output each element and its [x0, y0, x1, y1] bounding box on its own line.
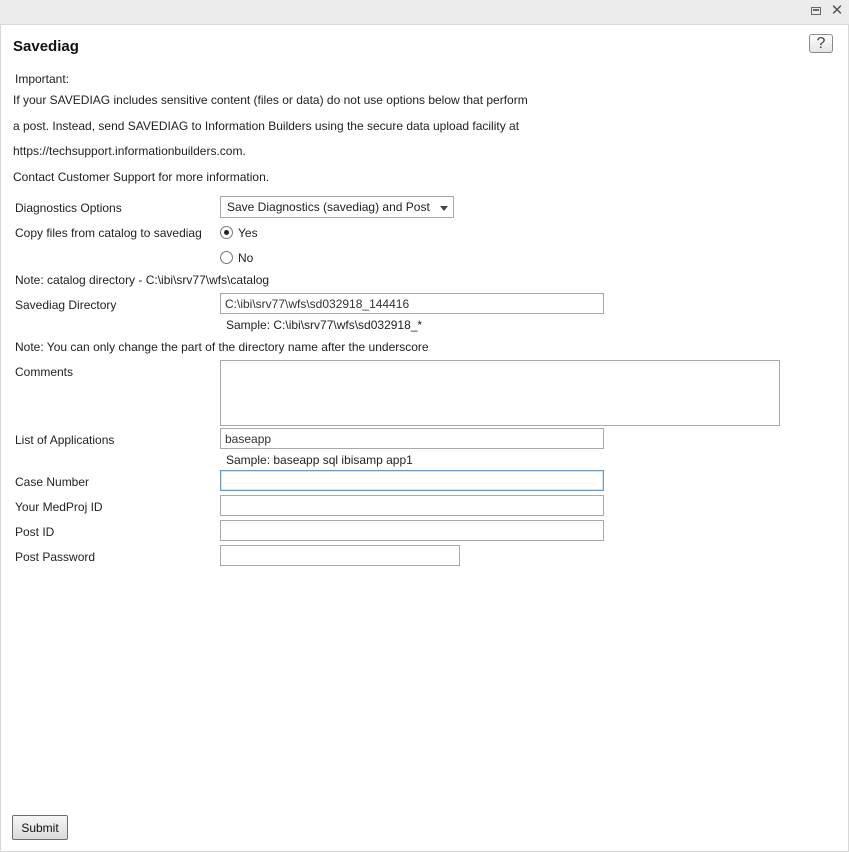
help-button[interactable]: ?	[809, 34, 833, 53]
important-text-line-3: https://techsupport.informationbuilders.com.	[13, 144, 246, 158]
comments-textarea[interactable]	[220, 360, 780, 426]
page-title: Savediag	[13, 38, 79, 55]
important-text-line-2: a post. Instead, send SAVEDIAG to Information Builders using the secure data upload facility at	[13, 119, 520, 133]
diagnostics-options-value: Save Diagnostics (savediag) and Post	[227, 200, 430, 214]
post-id-label: Post ID	[15, 525, 55, 539]
diagnostics-options-label: Diagnostics Options	[15, 201, 122, 215]
applications-label: List of Applications	[15, 433, 115, 447]
copy-no-label: No	[238, 251, 254, 265]
post-password-label: Post Password	[15, 550, 96, 564]
case-number-label: Case Number	[15, 475, 90, 489]
close-icon[interactable]: ✕	[830, 2, 844, 19]
post-id-input[interactable]	[220, 520, 604, 541]
diagnostics-options-select[interactable]	[220, 196, 454, 218]
submit-button[interactable]: Submit	[12, 815, 68, 840]
chevron-down-icon	[440, 206, 448, 211]
catalog-directory-note: Note: catalog directory - C:\ibi\srv77\wfs\catalog	[15, 273, 270, 287]
directory-name-note: Note: You can only change the part of the directory name after the underscore	[15, 340, 429, 354]
case-number-input[interactable]	[220, 470, 604, 491]
copy-files-label: Copy files from catalog to savediag	[15, 226, 202, 240]
comments-label: Comments	[15, 365, 74, 379]
copy-no-radio[interactable]	[220, 251, 233, 264]
title-bar	[0, 0, 849, 25]
restore-window-icon[interactable]	[810, 4, 824, 18]
medproj-id-input[interactable]	[220, 495, 604, 516]
applications-sample: Sample: baseapp sql ibisamp app1	[226, 453, 413, 467]
savediag-directory-sample: Sample: C:\ibi\srv77\wfs\sd032918_*	[226, 318, 423, 332]
savediag-directory-input[interactable]	[220, 293, 604, 314]
copy-yes-label: Yes	[238, 226, 258, 240]
medproj-id-label: Your MedProj ID	[15, 500, 103, 514]
important-heading: Important:	[15, 72, 70, 86]
important-text-line-1: If your SAVEDIAG includes sensitive content (files or data) do not use options below that perform	[13, 93, 528, 107]
important-text-line-4: Contact Customer Support for more information.	[13, 170, 270, 184]
post-password-input[interactable]	[220, 545, 460, 566]
copy-yes-radio[interactable]	[220, 226, 233, 239]
savediag-directory-label: Savediag Directory	[15, 298, 117, 312]
applications-input[interactable]	[220, 428, 604, 449]
